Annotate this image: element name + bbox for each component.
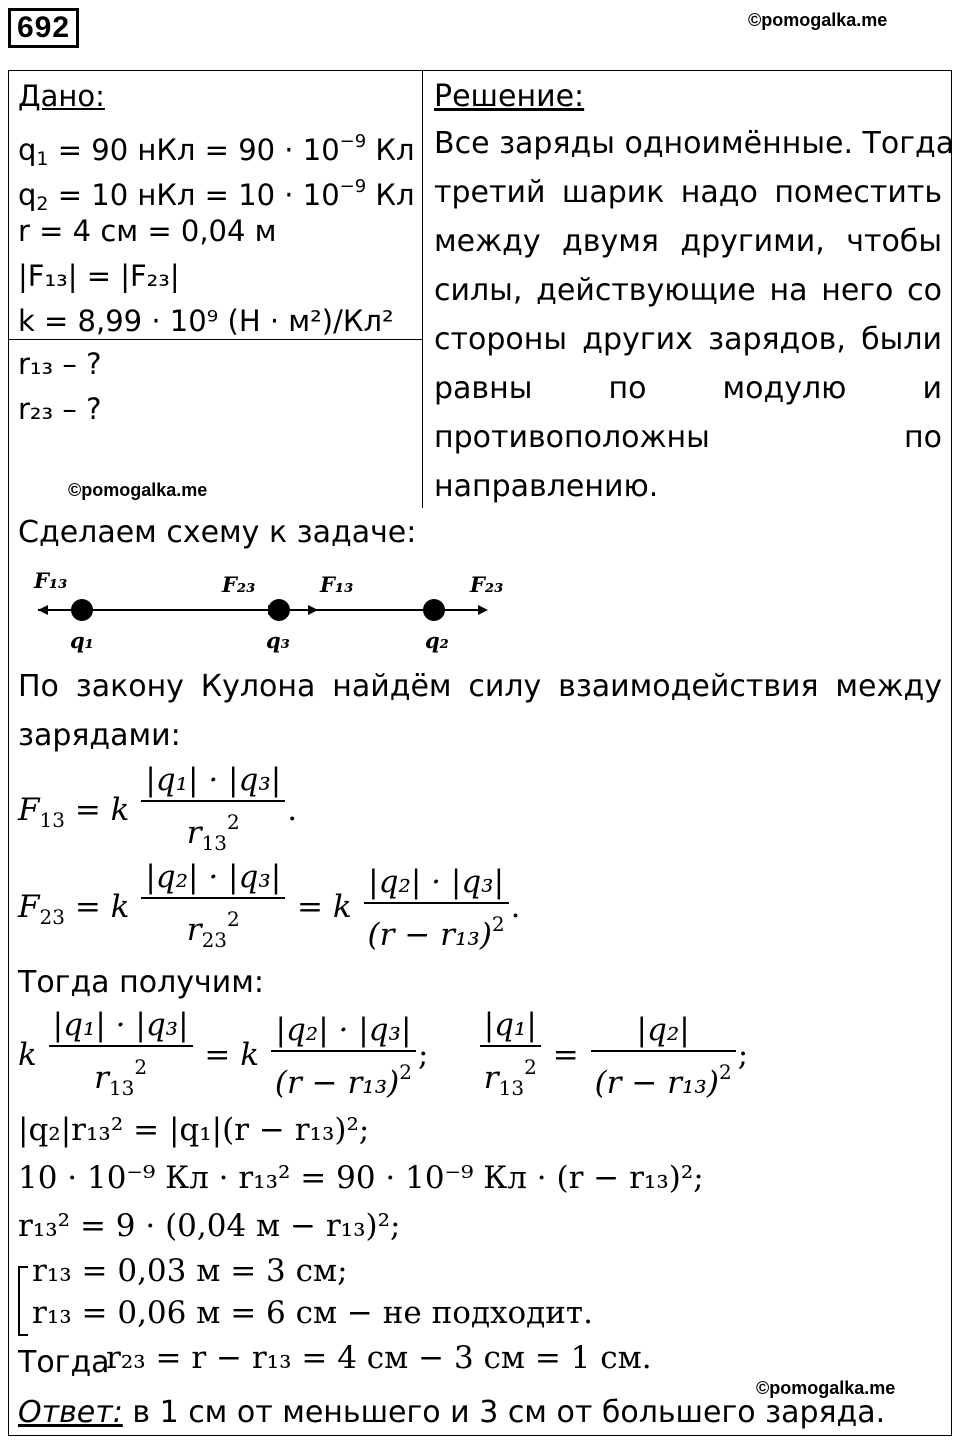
watermark-top: ©pomogalka.me [748,10,888,30]
solution-line: третий шарик надо поместить [434,175,942,210]
equation-r23: r₂₃ = r − r₁₃ = 4 см − 3 см = 1 см. [106,1340,652,1376]
force-label-f23-right: F₂₃ [470,572,504,597]
problem-number: 692 [8,8,79,48]
given-block [18,74,415,344]
charge-scheme [0,560,960,660]
arrow-right-icon [308,605,318,615]
solution-line: стороны других зарядов, были [434,322,942,357]
charge-label-q3: q₃ [266,628,290,653]
arrow-left-icon [38,605,48,615]
answer-label: Ответ: [18,1395,123,1430]
equation-root-1: r₁₃ = 0,03 м = 3 см; [32,1253,348,1289]
force-label-f23-left: F₂₃ [222,572,256,597]
given-line-q2: $q_2 = 10$ нКл = $10 \cdot 10^{-9}$ Кл [18,176,415,215]
given-line-k: k = 8,99 · 10⁹ (Н · м²)/Кл² [18,304,394,338]
answer-line [18,1390,885,1435]
scheme-intro: Сделаем схему к задаче: [18,515,417,550]
solution-line: противоположны по [434,420,942,455]
charge-label-q1: q₁ [70,628,94,653]
solution-line: силы, действующие на него со [434,273,942,308]
coulomb-text-line-2: зарядами: [18,718,181,753]
find-r13: r₁₃ – ? [18,347,102,381]
charge-q2-dot [423,599,445,621]
solution-title: Решение: [434,79,585,114]
then-r23-word: Тогда [18,1345,110,1380]
equation-ratio: k $\frac{\text{|q₁| · |q₃|}}{r_{13}^2}$ = k $\frac{\text{|q₂| · |q₃|}}{(r - r_{13})^2}$ ; $\frac{\text{|q₁|}}{r_{13}^2}$ = $\frac{\text{|q₂|}}{(r - r_{13})^2}$ ; [18,1007,749,1101]
solution-line: между двумя другими, чтобы [434,224,942,259]
watermark-left: ©pomogalka.me [68,480,208,500]
system-bracket [18,1266,28,1336]
solution-line: направлению. [434,469,659,504]
equation-5: 10 · 10⁻⁹ Кл · r₁₃² = 90 · 10⁻⁹ Кл · (r − r₁₃)²; [18,1160,704,1196]
equation-f23: $F_{23} = k$ $\frac{\text{|q₂| · |q₃|}}{r_{23}^2}$ = k $\frac{\text{|q₂| · |q₃|}}{(r - r_{13})^2}$ . [18,859,521,953]
given-title: Дано: [18,79,105,113]
arrow-right-icon [478,605,488,615]
solution-line: равны по модулю и [434,371,942,406]
equation-root-2: r₁₃ = 0,06 м = 6 см − не подходит. [32,1295,593,1331]
charge-q1-dot [71,599,93,621]
watermark-bottom: ©pomogalka.me [756,1378,896,1398]
force-label-f13-right: F₁₃ [320,572,354,597]
given-line-q1: $q_1 = 90$ нКл = $90 \cdot 10^{-9}$ Кл [18,131,415,170]
find-block [18,342,102,432]
table-divider-vertical [422,70,423,508]
given-line-r: r = 4 см = 0,04 м [18,214,277,248]
equation-f13: $F_{13} = k$ $\frac{\text{|q₁| · |q₃|}}{r_{13}^2}$ . [18,762,298,855]
equation-4: |q₂|r₁₃² = |q₁|(r − r₁₃)²; [18,1112,370,1148]
charge-label-q2: q₂ [425,628,449,653]
then-get-text: Тогда получим: [18,965,264,1000]
charge-q3-dot [268,599,290,621]
solution-line: Все заряды одноимённые. Тогда [434,126,955,161]
equation-6: r₁₃² = 9 · (0,04 м − r₁₃)²; [18,1208,401,1244]
force-label-f13-left: F₁₃ [34,568,68,593]
coulomb-text-line-1: По закону Кулона найдём силу взаимодействия между [18,669,942,704]
answer-text: в 1 см от меньшего и 3 см от большего заряда. [122,1395,886,1430]
solution-block [434,74,955,511]
given-line-forces: |F₁₃| = |F₂₃| [18,259,180,293]
find-r23: r₂₃ – ? [18,392,102,426]
